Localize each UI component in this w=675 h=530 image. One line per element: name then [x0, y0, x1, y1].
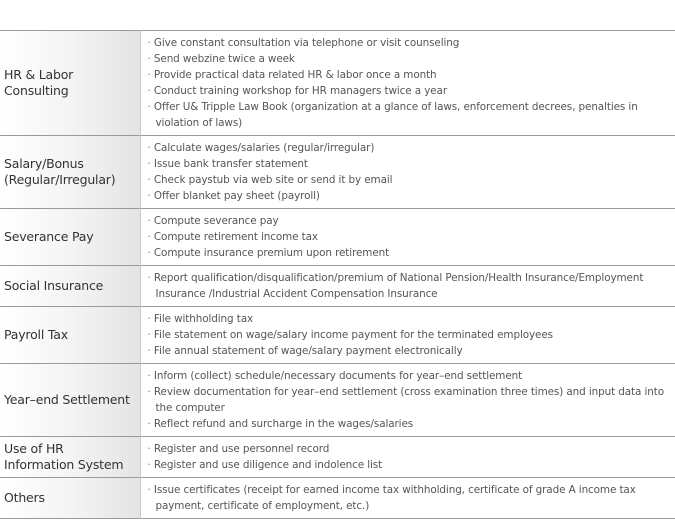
description-cell — [140, 364, 675, 437]
list-item: · File statement on wage/salary income payment for the terminated employees — [148, 327, 672, 343]
list-item: · Compute insurance premium upon retirement — [148, 245, 672, 261]
category-label: Others — [4, 490, 45, 505]
list-item: · Review documentation for year–end settlement (cross examination three times) and input data into the computer — [148, 384, 672, 416]
list-item: · Report qualification/disqualification/premium of National Pension/Health Insurance/Employment Insurance /Industrial Accident Compensation Insurance — [148, 270, 672, 302]
description-cell — [140, 478, 675, 519]
list-item: · Offer U& Tripple Law Book (organization at a glance of laws, enforcement decrees, penalties in violation of laws) — [148, 99, 672, 131]
description-cell — [140, 209, 675, 266]
table-row — [0, 364, 675, 437]
list-item: · Compute severance pay — [148, 213, 672, 229]
list-item: · Inform (collect) schedule/necessary documents for year–end settlement — [148, 368, 672, 384]
table-row — [0, 136, 675, 209]
category-label: Severance Pay — [4, 229, 94, 244]
list-item: · Check paystub via web site or send it by email — [148, 172, 672, 188]
category-label: Year–end Settlement — [4, 392, 130, 407]
category-label: HR & Labor Consulting — [4, 67, 74, 98]
category-cell — [0, 437, 140, 478]
table-row — [0, 266, 675, 307]
category-cell — [0, 31, 140, 136]
list-item: · Provide practical data related HR & labor once a month — [148, 67, 672, 83]
description-cell — [140, 31, 675, 136]
table-row — [0, 307, 675, 364]
table-row — [0, 437, 675, 478]
list-item: · Issue certificates (receipt for earned income tax withholding, certificate of grade A income tax payment, certificate of employment, etc.) — [148, 482, 672, 514]
list-item: · Calculate wages/salaries (regular/irregular) — [148, 140, 672, 156]
category-label-line2: (Regular/Irregular) — [4, 172, 116, 187]
list-item: · Compute retirement income tax — [148, 229, 672, 245]
description-cell — [140, 307, 675, 364]
list-item: · Reflect refund and surcharge in the wages/salaries — [148, 416, 672, 432]
category-cell — [0, 209, 140, 266]
category-label-line2: Information System — [4, 457, 124, 472]
table-row — [0, 31, 675, 136]
description-cell — [140, 437, 675, 478]
category-cell — [0, 307, 140, 364]
description-cell — [140, 136, 675, 209]
list-item: · Conduct training workshop for HR managers twice a year — [148, 83, 672, 99]
category-cell — [0, 266, 140, 307]
category-cell — [0, 364, 140, 437]
description-cell — [140, 266, 675, 307]
list-item: · Issue bank transfer statement — [148, 156, 672, 172]
category-label-line1: Salary/Bonus — [4, 156, 84, 171]
services-table — [0, 30, 675, 519]
list-item: · File withholding tax — [148, 311, 672, 327]
table-row — [0, 478, 675, 519]
category-cell — [0, 136, 140, 209]
list-item: · Offer blanket pay sheet (payroll) — [148, 188, 672, 204]
category-label-line1: Use of HR — [4, 441, 64, 456]
category-label: Social Insurance — [4, 278, 104, 293]
table-row — [0, 209, 675, 266]
list-item: · Give constant consultation via telephone or visit counseling — [148, 35, 672, 51]
list-item: · Register and use diligence and indolence list — [148, 457, 672, 473]
category-label: Payroll Tax — [4, 327, 68, 342]
list-item: · Register and use personnel record — [148, 441, 672, 457]
list-item: · Send webzine twice a week — [148, 51, 672, 67]
list-item: · File annual statement of wage/salary payment electronically — [148, 343, 672, 359]
category-cell — [0, 478, 140, 519]
